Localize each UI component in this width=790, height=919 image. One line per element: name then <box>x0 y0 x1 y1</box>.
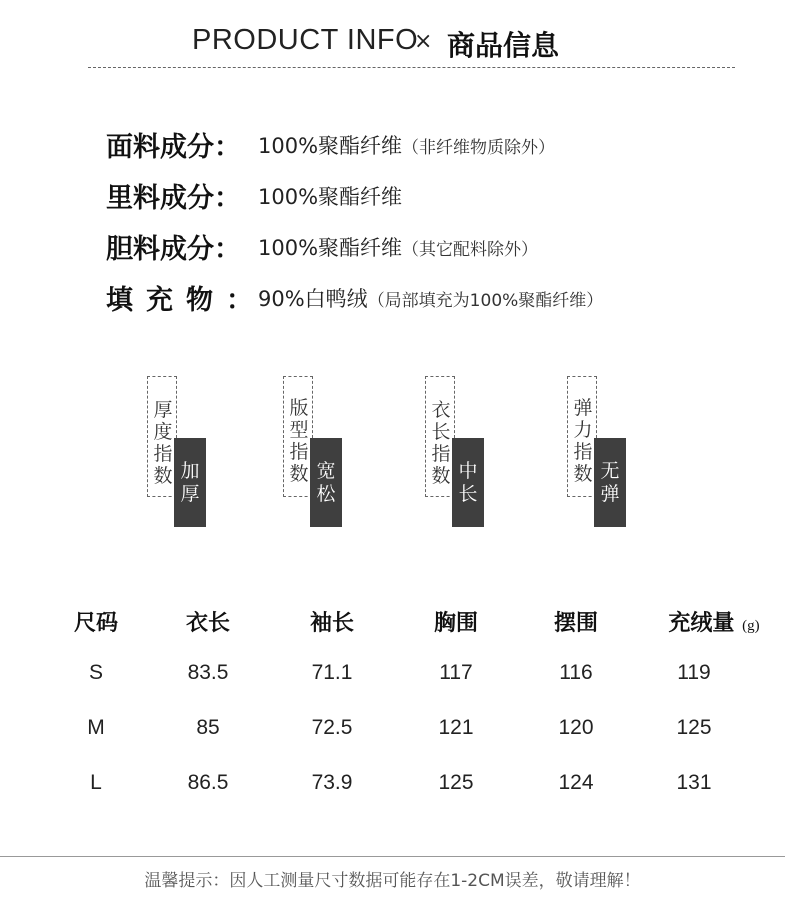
cell-length: 83.5 <box>187 661 229 684</box>
index-label: 衣长指数 <box>431 399 451 487</box>
header-size: 尺码 <box>73 611 118 636</box>
cell-hem: 124 <box>558 771 594 794</box>
index-frame <box>425 376 455 497</box>
cell-size: M <box>87 716 105 739</box>
header-chest: 胸围 <box>433 611 478 636</box>
cell-chest: 121 <box>438 716 474 739</box>
header-fill <box>644 606 784 637</box>
cell-size: L <box>90 771 102 794</box>
index-length <box>425 376 487 528</box>
header-length: 衣长 <box>185 611 230 636</box>
material-value <box>258 283 603 313</box>
material-note: （其它配料除外） <box>402 240 539 260</box>
header-divider <box>88 67 735 68</box>
header-sleeve: 袖长 <box>309 611 354 636</box>
title-separator: × <box>414 29 433 54</box>
cell-sleeve: 71.1 <box>311 661 353 684</box>
header-fill-unit: (g) <box>742 618 760 634</box>
index-value: 无弹 <box>600 460 620 505</box>
index-frame <box>283 376 313 497</box>
material-value <box>258 232 538 262</box>
size-table <box>36 606 776 826</box>
material-label: 里料成分： <box>106 183 241 214</box>
table-row <box>36 661 776 716</box>
material-value-text: 100%聚酯纤维 <box>258 134 403 158</box>
cell-chest: 125 <box>438 771 474 794</box>
cell-fill: 125 <box>676 716 712 739</box>
material-note: （局部填充为100%聚酯纤维） <box>367 291 604 311</box>
cell-length: 86.5 <box>187 771 229 794</box>
index-value-block <box>452 438 484 527</box>
material-value-text: 100%聚酯纤维 <box>258 185 403 209</box>
cell-chest: 117 <box>439 661 473 684</box>
material-value <box>258 181 402 211</box>
index-value-block <box>174 438 206 527</box>
index-value: 中长 <box>458 460 478 505</box>
index-frame <box>567 376 597 497</box>
material-label: 面料成分： <box>106 132 241 163</box>
index-label: 弹力指数 <box>573 397 593 485</box>
page-header <box>0 24 790 64</box>
index-thickness <box>147 376 209 528</box>
cell-fill: 119 <box>677 661 711 684</box>
cell-length: 85 <box>196 716 220 739</box>
table-row <box>36 771 776 826</box>
material-label: 填充物： <box>106 285 266 316</box>
index-value-block <box>594 438 626 527</box>
table-header-row <box>36 606 776 661</box>
index-label: 厚度指数 <box>153 399 173 487</box>
index-label: 版型指数 <box>289 397 309 485</box>
cell-sleeve: 72.5 <box>311 716 353 739</box>
cell-hem: 116 <box>559 661 593 684</box>
index-value-block <box>310 438 342 527</box>
material-note: （非纤维物质除外） <box>402 138 556 158</box>
footer-note: 温馨提示：因人工测量尺寸数据可能存在1-2CM误差，敬请理解！ <box>144 871 641 891</box>
index-frame <box>147 376 177 497</box>
material-value <box>258 130 555 160</box>
material-value-text: 100%聚酯纤维 <box>258 236 403 260</box>
title-chinese: 商品信息 <box>447 29 560 62</box>
title-english: PRODUCT INFO <box>192 24 419 56</box>
header-hem: 摆围 <box>553 611 598 636</box>
cell-sleeve: 73.9 <box>311 771 353 794</box>
index-value: 加厚 <box>180 460 200 505</box>
index-fit <box>283 376 345 528</box>
index-value: 宽松 <box>316 460 336 505</box>
table-row <box>36 716 776 771</box>
header-fill-text: 充绒量 <box>668 611 735 636</box>
cell-hem: 120 <box>558 716 594 739</box>
material-value-text: 90%白鸭绒 <box>258 287 368 311</box>
material-label: 胆料成分： <box>106 234 241 265</box>
index-elasticity <box>567 376 629 528</box>
cell-size: S <box>88 661 103 684</box>
footer-divider <box>0 856 785 857</box>
cell-fill: 131 <box>676 771 712 794</box>
